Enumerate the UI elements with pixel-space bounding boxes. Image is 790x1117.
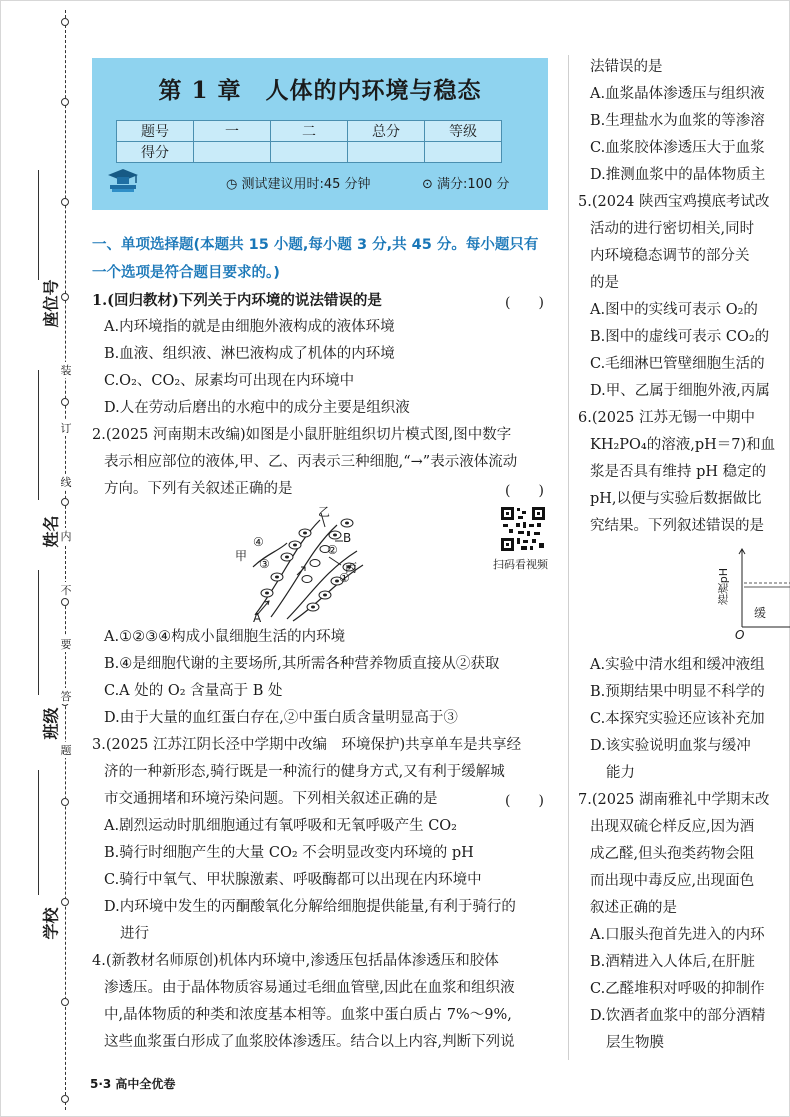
graduation-cap-icon: [106, 163, 140, 197]
answer-bracket[interactable]: ( ): [505, 295, 544, 311]
right-option-line[interactable]: C.乙醛堆积对呼吸的抑制作: [590, 981, 765, 997]
binding-hole: [61, 598, 69, 606]
class-label: 班级: [41, 707, 61, 740]
score-cell[interactable]: [194, 142, 271, 163]
right-text-line: 法错误的是: [590, 59, 663, 75]
right-text-line: KH₂PO₄的溶液,pH＝7)和血: [590, 437, 776, 453]
question-4-stem: 渗透压。由于晶体物质容易通过毛细血管壁,因此在血浆和组织液: [104, 980, 515, 996]
binding-notice-char: 题: [60, 744, 72, 757]
q1-option-c[interactable]: C.O₂、CO₂、尿素均可出现在内环境中: [104, 373, 355, 389]
score-row-label: 得分: [117, 142, 194, 163]
score-table-header: 一: [194, 121, 271, 142]
right-text-line: 而出现中毒反应,出现面色: [590, 873, 755, 889]
chapter-title: 第 1 章 人体的内环境与稳态: [158, 77, 482, 104]
figure-label-4: ④: [253, 535, 264, 549]
binding-hole: [61, 898, 69, 906]
right-option-line[interactable]: B.生理盐水为血浆的等渗溶: [590, 113, 765, 129]
right-text-line: 究结果。下列叙述错误的是: [590, 518, 764, 534]
figure-label-a: A: [253, 611, 262, 625]
right-text-line: 7.(2025 湖南雅礼中学期末改: [578, 792, 770, 808]
score-note: ⊙ 满分:100 分: [422, 177, 510, 192]
q3-option-d-cont: 进行: [120, 926, 149, 942]
right-option-line[interactable]: C.血浆胶体渗透压大于血浆: [590, 140, 765, 156]
score-table-header: 题号: [117, 121, 194, 142]
binding-notice-char: 装: [60, 364, 72, 377]
q2-option-a[interactable]: A.①②③④构成小鼠细胞生活的内环境: [104, 629, 346, 645]
binding-hole: [61, 198, 69, 206]
binding-notice-char: 订: [60, 422, 72, 435]
q2-option-c[interactable]: C.A 处的 O₂ 含量高于 B 处: [104, 683, 283, 699]
binding-hole: [61, 98, 69, 106]
section-heading-cont: 一个选项是符合题目要求的。): [92, 265, 280, 281]
right-text-line: 6.(2025 江苏无锡一中期中: [578, 410, 756, 426]
right-option-line[interactable]: B.图中的虚线可表示 CO₂的: [590, 329, 770, 345]
school-blank[interactable]: [38, 770, 40, 895]
binding-hole: [61, 498, 69, 506]
right-option-line[interactable]: A.图中的实线可表示 O₂的: [590, 302, 758, 318]
clock-icon: ◷: [226, 177, 242, 192]
q1-option-d[interactable]: D.人在劳动后磨出的水疱中的成分主要是组织液: [104, 400, 410, 416]
binding-notice-char: 线: [60, 476, 72, 489]
column-divider: [568, 55, 569, 1060]
right-option-line[interactable]: B.预期结果中明显不科学的: [590, 684, 765, 700]
score-table: [116, 120, 502, 163]
figure-label-bing: 丙: [345, 561, 358, 575]
right-text-line: 内环境稳态调节的部分关: [590, 248, 750, 264]
binding-notice-char: 答: [60, 690, 72, 703]
chapter-header: [92, 58, 548, 210]
right-text-line: 5.(2024 陕西宝鸡摸底考试改: [578, 194, 770, 210]
q2-option-b[interactable]: B.④是细胞代谢的主要场所,其所需各种营养物质直接从②获取: [104, 656, 500, 672]
question-3-stem: 市交通拥堵和环境污染问题。下列相关叙述正确的是: [104, 791, 438, 807]
q1-option-b[interactable]: B.血液、组织液、淋巴液构成了机体的内环境: [104, 346, 395, 362]
right-option-line[interactable]: D.该实验说明血浆与缓冲: [590, 738, 751, 754]
right-option-line[interactable]: B.酒精进入人体后,在肝脏: [590, 954, 755, 970]
right-option-line[interactable]: D.推测血浆中的晶体物质主: [590, 167, 766, 183]
score-cell[interactable]: [348, 142, 425, 163]
q3-option-a[interactable]: A.剧烈运动时肌细胞通过有氧呼吸和无氧呼吸产生 CO₂: [104, 818, 457, 834]
binding-hole: [61, 293, 69, 301]
school-label: 学校: [41, 907, 61, 940]
answer-bracket[interactable]: ( ): [505, 793, 544, 809]
question-4-stem: 4.(新教材名师原创)机体内环境中,渗透压包括晶体渗透压和胶体: [92, 953, 499, 969]
right-text-line: 浆是否具有维持 pH 稳定的: [590, 464, 767, 480]
figure-label-2: ②: [327, 543, 338, 557]
q1-option-a[interactable]: A.内环境指的就是由细胞外液构成的液体环境: [104, 319, 395, 335]
score-table-header: 二: [271, 121, 348, 142]
graph-origin-label: O: [735, 628, 745, 642]
binding-notice-char: 不: [60, 584, 72, 597]
right-text-line: 活动的进行密切相关,同时: [590, 221, 755, 237]
binding-hole: [61, 998, 69, 1006]
binding-dashed-line: [65, 10, 66, 1110]
question-4-stem: 中,晶体物质的种类和浓度基本相等。血浆中蛋白质占 7%～9%,: [104, 1007, 512, 1023]
binding-notice-char: 要: [60, 638, 72, 651]
question-1-stem: 1.(回归教材)下列关于内环境的说法错误的是: [92, 292, 382, 309]
figure-label-yi: 乙: [318, 505, 331, 519]
graph-series-label: 缓: [754, 606, 767, 620]
time-note: ◷ 测试建议用时:45 分钟: [226, 177, 371, 192]
score-cell[interactable]: [425, 142, 502, 163]
right-text-line: 成乙醛,但头孢类药物会阻: [590, 846, 755, 862]
right-text-line: 叙述正确的是: [590, 900, 677, 916]
graph-ylabel: 溶液pH: [717, 568, 730, 606]
binding-hole: [61, 1095, 69, 1103]
check-circle-icon: ⊙: [422, 177, 438, 192]
score-cell[interactable]: [271, 142, 348, 163]
q3-option-c[interactable]: C.骑行中氧气、甲状腺激素、呼吸酶都可以出现在内环境中: [104, 872, 482, 888]
score-table-header: 总分: [348, 121, 425, 142]
right-text-line: 能力: [606, 765, 635, 781]
answer-bracket[interactable]: ( ): [505, 483, 544, 499]
binding-notice-char: 内: [60, 530, 72, 543]
question-3-stem: 济的一种新形态,骑行既是一种流行的健身方式,又有利于缓解城: [104, 764, 505, 780]
section-heading: 一、单项选择题(本题共 15 小题,每小题 3 分,共 45 分。每小题只有: [92, 237, 539, 253]
right-option-line[interactable]: D.饮酒者血浆中的部分酒精: [590, 1008, 766, 1024]
binding-hole: [61, 398, 69, 406]
right-option-line[interactable]: C.毛细淋巴管壁细胞生活的: [590, 356, 765, 372]
question-2-stem: 方向。下列有关叙述正确的是: [104, 481, 293, 497]
name-label: 姓名: [41, 515, 61, 548]
seat-number-label: 座位号: [41, 279, 61, 328]
right-text-line: 层生物膜: [606, 1035, 664, 1051]
right-option-line[interactable]: A.实验中清水组和缓冲液组: [590, 657, 765, 673]
figure-label-1: ①: [339, 571, 350, 585]
class-blank[interactable]: [38, 570, 40, 695]
q3-option-d[interactable]: D.内环境中发生的丙酮酸氧化分解给细胞提供能量,有利于骑行的: [104, 899, 516, 915]
figure-label-jia: 甲: [235, 549, 248, 563]
question-4-stem: 这些血浆蛋白形成了血浆胶体渗透压。结合以上内容,判断下列说: [104, 1034, 515, 1050]
right-option-line[interactable]: D.甲、乙属于细胞外液,丙属: [590, 383, 770, 399]
right-text-line: pH,以便与实验后数据做比: [590, 491, 762, 507]
question-2-stem: 2.(2025 河南期末改编)如图是小鼠肝脏组织切片模式图,图中数字: [92, 427, 512, 443]
q3-option-b[interactable]: B.骑行时细胞产生的大量 CO₂ 不会明显改变内环境的 pH: [104, 845, 474, 861]
name-blank[interactable]: [38, 370, 40, 500]
seat-number-blank[interactable]: [38, 170, 40, 280]
q2-option-d[interactable]: D.由于大量的血红蛋白存在,②中蛋白质含量明显高于③: [104, 710, 458, 726]
footer-brand: 5·3 高中全优卷: [90, 1077, 176, 1091]
figure-label-b: B: [343, 531, 352, 545]
binding-hole: [61, 18, 69, 26]
binding-hole: [61, 798, 69, 806]
question-2-stem: 表示相应部位的液体,甲、乙、丙表示三种细胞,“→”表示液体流动: [104, 454, 518, 470]
liver-tissue-figure: [225, 505, 380, 625]
qr-caption: 扫码看视频: [493, 558, 548, 571]
right-option-line[interactable]: A.口服头孢首先进入的内环: [590, 927, 765, 943]
score-table-header: 等级: [425, 121, 502, 142]
qr-code-icon[interactable]: [499, 505, 547, 553]
question-3-stem: 3.(2025 江苏江阴长泾中学期中改编 环境保护)共享单车是共享经: [92, 737, 522, 753]
figure-label-3: ③: [259, 557, 270, 571]
right-text-line: 的是: [590, 275, 619, 291]
right-option-line[interactable]: C.本探究实验还应该补充加: [590, 711, 765, 727]
right-option-line[interactable]: A.血浆晶体渗透压与组织液: [590, 86, 765, 102]
right-text-line: 出现双硫仑样反应,因为酒: [590, 819, 755, 835]
